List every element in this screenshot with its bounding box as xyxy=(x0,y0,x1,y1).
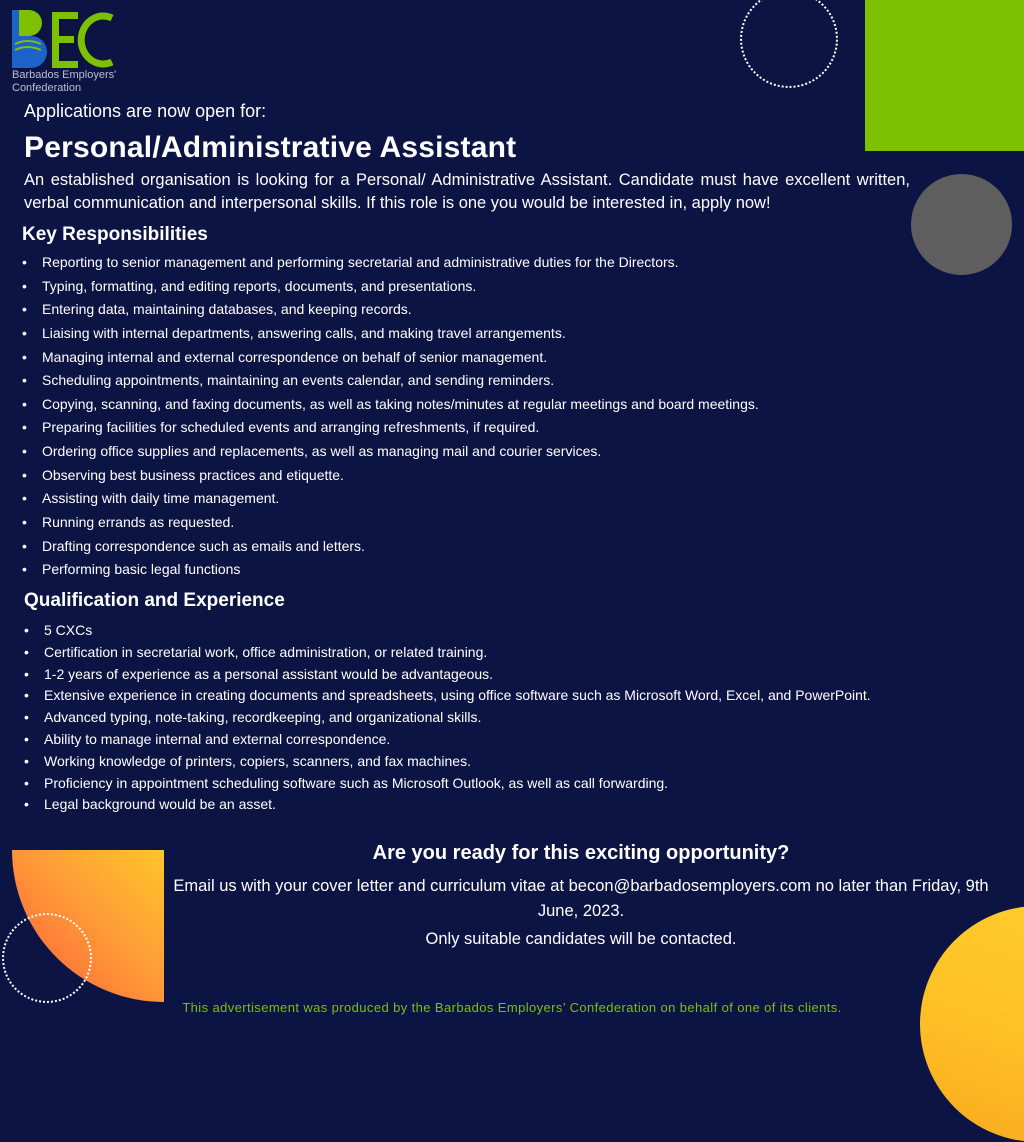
list-item: • Liaising with internal departments, answering calls, and making travel arrangements. xyxy=(22,323,759,347)
list-item: • Typing, formatting, and editing reports, documents, and presentations. xyxy=(22,276,759,300)
job-description: An established organisation is looking for a Personal/ Administrative Assistant. Candidate must have excellent written, verbal communication and interpersonal skills. If this role is one you would be interested in, apply now! xyxy=(24,171,910,212)
footer-disclaimer: This advertisement was produced by the Barbados Employers’ Confederation on behalf of one of its clients. xyxy=(182,1000,842,1015)
qualifications-list xyxy=(24,621,871,817)
list-item: • Observing best business practices and etiquette. xyxy=(22,465,759,489)
logo-org-name xyxy=(12,69,116,95)
responsibilities-list xyxy=(22,252,759,583)
list-item: • Drafting correspondence such as emails and letters. xyxy=(22,536,759,560)
list-item: • Working knowledge of printers, copiers, scanners, and fax machines. xyxy=(24,752,871,774)
logo-org-line-2: Confederation xyxy=(12,82,82,94)
list-item: • Preparing facilities for scheduled events and arranging refreshments, if required. xyxy=(22,417,759,441)
list-item: • Extensive experience in creating documents and spreadsheets, using office software such as Microsoft Word, Excel, and PowerPoint. xyxy=(24,686,871,708)
responsibilities-heading: Key Responsibilities xyxy=(22,224,208,245)
list-item: • Legal background would be an asset. xyxy=(24,795,871,817)
call-to-action xyxy=(170,840,992,949)
list-item: • Ability to manage internal and external correspondence. xyxy=(24,730,871,752)
list-item: • Managing internal and external correspondence on behalf of senior management. xyxy=(22,347,759,371)
cta-note: Only suitable candidates will be contacted. xyxy=(425,930,737,948)
list-item: • Ordering office supplies and replacements, as well as managing mail and courier services. xyxy=(22,441,759,465)
list-item: • Performing basic legal functions xyxy=(22,559,759,583)
list-item: • Certification in secretarial work, office administration, or related training. xyxy=(24,643,871,665)
list-item: • Scheduling appointments, maintaining an events calendar, and sending reminders. xyxy=(22,370,759,394)
list-item: • Copying, scanning, and faxing documents, as well as taking notes/minutes at regular meetings and board meetings. xyxy=(22,394,759,418)
qualifications-heading: Qualification and Experience xyxy=(24,590,285,611)
dotted-circle-decoration xyxy=(740,0,838,88)
dotted-circle-decoration xyxy=(2,913,92,1003)
bec-logo-mark xyxy=(12,10,112,68)
cta-heading: Are you ready for this exciting opportunity? xyxy=(372,842,790,864)
list-item: • Assisting with daily time management. xyxy=(22,488,759,512)
list-item: • Running errands as requested. xyxy=(22,512,759,536)
gray-circle-decoration xyxy=(911,174,1012,275)
list-item: • Proficiency in appointment scheduling software such as Microsoft Outlook, as well as call forwarding. xyxy=(24,774,871,796)
logo-org-line-1: Barbados Employers' xyxy=(12,69,117,81)
green-square-decoration xyxy=(865,0,1024,151)
list-item: • Advanced typing, note-taking, recordkeeping, and organizational skills. xyxy=(24,708,871,730)
list-item: • Reporting to senior management and performing secretarial and administrative duties for the Directors. xyxy=(22,252,759,276)
list-item: • 1-2 years of experience as a personal assistant would be advantageous. xyxy=(24,665,871,687)
job-title: Personal/Administrative Assistant xyxy=(24,131,517,164)
intro-text: Applications are now open for: xyxy=(24,101,267,121)
list-item: • 5 CXCs xyxy=(24,621,871,643)
list-item: • Entering data, maintaining databases, and keeping records. xyxy=(22,299,759,323)
cta-email-instructions: Email us with your cover letter and curriculum vitae at becon@barbadosemployers.com no later than Friday, 9th June, 2023. xyxy=(173,877,989,920)
